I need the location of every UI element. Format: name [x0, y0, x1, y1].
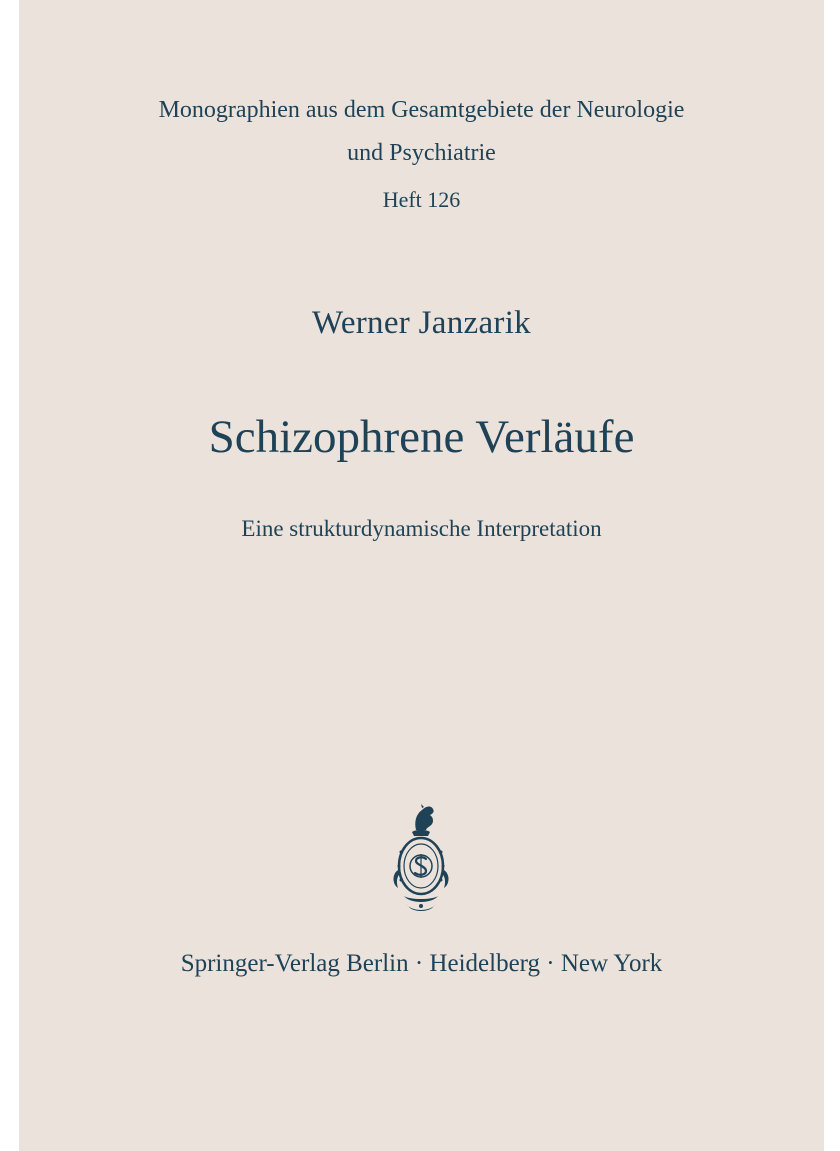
- publisher-imprint: Springer-Verlag Berlin · Heidelberg · New York: [180, 950, 663, 977]
- book-subtitle: Eine strukturdynamische Interpretation: [241, 516, 602, 541]
- book-cover: [19, 0, 824, 1151]
- author-name: Werner Janzarik: [312, 305, 531, 341]
- series-title-line-2: und Psychiatrie: [347, 140, 496, 166]
- series-title-line-1: Monographien aus dem Gesamtgebiete der Neurologie: [158, 97, 685, 123]
- springer-knight-logo-icon: [386, 800, 456, 915]
- book-title: Schizophrene Verläufe: [208, 411, 635, 463]
- issue-number: Heft 126: [382, 187, 461, 212]
